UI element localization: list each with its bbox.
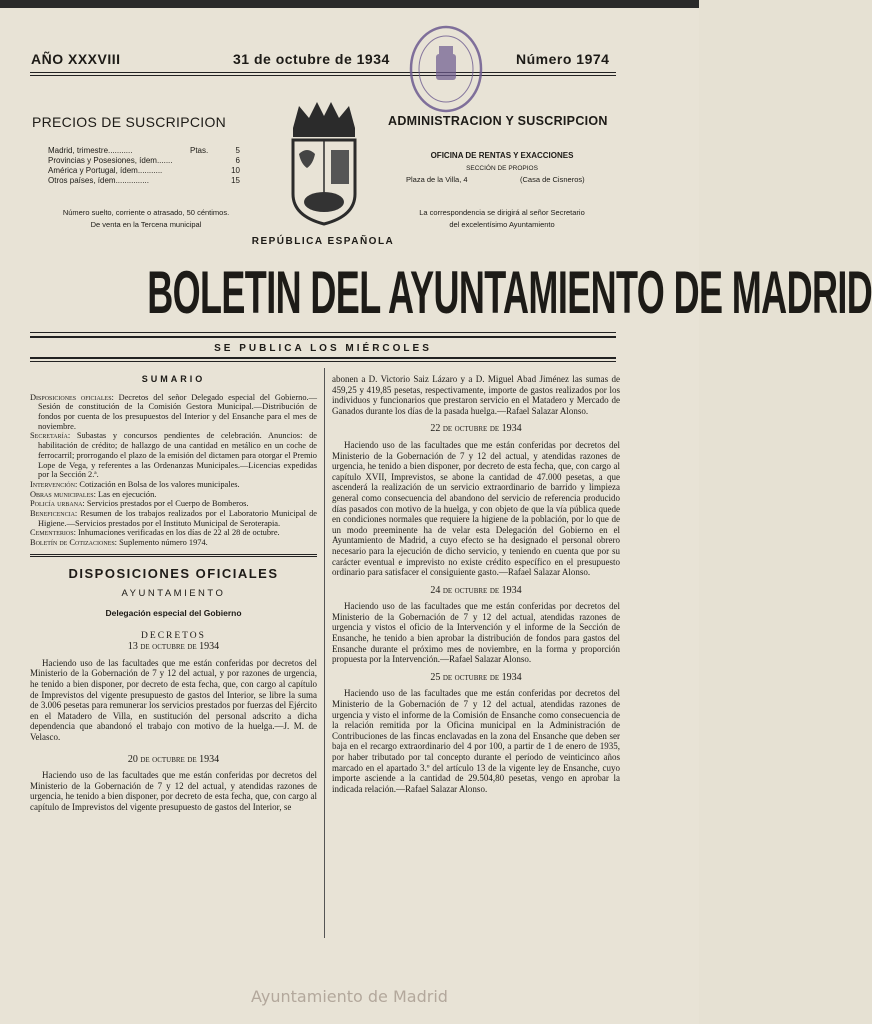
sumario-text: Subastas y concursos pendientes de celebración. Anuncios: de habilitación de crédito; de hallazgo de una cantidad en metálico en un coche de ferrocarril; prorrogando el plazo de la emisión del dictamen para otorgar el Premio Lope de Vega, y referentes a las Ordenanzas Municipales.—Licencias expedidas por la Sección 2.ª. — [38, 431, 317, 480]
price-row — [48, 176, 240, 186]
price-row — [48, 166, 240, 176]
price-row — [48, 156, 240, 166]
decree-date: 13 de octubre de 1934 — [127, 641, 220, 653]
municipal-stamp-icon — [408, 24, 484, 114]
sumario-item — [30, 538, 317, 548]
sumario-key: Secretaría: — [30, 431, 71, 441]
ayuntamiento-heading: AYUNTAMIENTO — [121, 588, 226, 600]
price-value: 5 — [235, 146, 240, 155]
section-title: DISPOSICIONES OFICIALES — [68, 565, 279, 581]
sumario-key: Policía urbana: — [30, 499, 85, 509]
sale-location-note: De venta en la Tercena municipal — [90, 220, 202, 229]
price-unit — [190, 176, 222, 186]
sumario-item — [30, 528, 317, 538]
price-label: Otros países, ídem............... — [48, 176, 149, 185]
decree-date: 25 de octubre de 1934 — [430, 671, 522, 683]
sumario-heading: SUMARIO — [141, 374, 206, 384]
sumario-text: Servicios prestados por el Cuerpo de Bomberos. — [86, 499, 249, 509]
decree-date: 22 de octubre de 1934 — [430, 423, 522, 435]
column-divider — [324, 368, 325, 938]
republic-label: REPÚBLICA ESPAÑOLA — [251, 236, 395, 247]
correspondence-note-2: del excelentísimo Ayuntamiento — [449, 220, 555, 229]
decree-date: 20 de octubre de 1934 — [127, 753, 220, 765]
year-label: AÑO XXXVIII — [31, 51, 121, 67]
section-rule — [30, 556, 317, 557]
publication-day: SE PUBLICA LOS MIÉRCOLES — [214, 343, 432, 354]
sumario-key: Boletín de Cotizaciones: — [30, 538, 118, 548]
sumario-text: Suplemento número 1974. — [119, 538, 208, 548]
office-address: Plaza de la Villa, 4 — [406, 175, 468, 184]
price-label: Madrid, trimestre........... — [48, 146, 133, 155]
newspaper-title: BOLETIN DEL AYUNTAMIENTO DE MADRID — [147, 259, 872, 326]
sumario-text: Inhumaciones verificadas en los días de 22 al 28 de octubre. — [78, 528, 280, 538]
price-label: Provincias y Posesiones, ídem....... — [48, 156, 173, 165]
sumario-text: Resumen de los trabajos realizados por el Laboratorio Municipal de Higiene.—Servicios prestados por el Instituto Municipal de Seroterapia. — [38, 509, 318, 528]
decree-paragraph: Haciendo uso de las facultades que me están conferidas por decretos del Ministerio de la Gobernación de 7 y 12 del actual, atendidas razones de urgencia y visto el informe de la Comisión de Ensanche como consecuencia de la relación remitida por la Oficina municipal en la Administración de Contribuciones de las fincas enclavadas en la zona del Ensanche que deben ser baja en el recargo extraordinario del 4 por 100, a partir de 1 de enero de 1935, por haber tributado por tal concepto durante el período de veinticinco años marcado en el apartado 3.º del artículo 13 de la vigente ley de Ensanche, cuyo importe asciende a la cantidad de 29.504,80 pesetas, vengo en aprobar la indicada relación.—Rafael Salazar Alonso. — [332, 688, 620, 794]
section-rule — [30, 554, 317, 555]
sumario-key: Beneficencia: — [30, 509, 78, 519]
price-unit — [190, 166, 222, 176]
decree-paragraph: Haciendo uso de las facultades que me están conferidas por decretos del Ministerio de la Gobernación de 7 y 12 del actual, atendidas razones de urgencia y vistos el oficio de la Intervención y el informe de la Sección de Ensanche, he tenido a bien aprobar la distribución de fondos para gastos del Ensanche durante el próximo mes de noviembre, en la forma y proporción propuesta por la Intervención.—Rafael Salazar Alonso. — [332, 601, 620, 665]
single-issue-note: Número suelto, corriente o atrasado, 50 céntimos. — [62, 208, 230, 217]
right-column — [332, 374, 620, 794]
price-value: 10 — [231, 166, 240, 175]
price-value: 15 — [231, 176, 240, 185]
price-unit: Ptas. — [190, 146, 209, 155]
decree-date: 24 de octubre de 1934 — [430, 584, 522, 596]
sumario-item — [30, 431, 317, 480]
masthead-rule-2 — [30, 75, 616, 76]
sumario-key: Obras municipales: — [30, 489, 96, 499]
sumario-text: Decretos del señor Delegado especial del Gobierno.—Sesión de constitución de la Comisión Gestora Municipal.—Distribución de fondos por cuenta de los presupuestos del Interior y del Ensanche para el mes de noviembre. — [38, 392, 318, 431]
decree-paragraph: Haciendo uso de las facultades que me están conferidas por decretos del Ministerio de la Gobernación de 7 y 12 del actual, y por razones de urgencia, he tenido a bien disponer, por decreto de esta fecha, que, con cargo al capítulo de Imprevistos del vigente presupuesto de gastos del Interior, se libre la suma de 3.006 pesetas para remunerar los servicios prestados por fuerzas del Ejército en el Matadero de Villa, en sustitución del personal adscrito a dicha dependencia que abandonó el trabajo con motivo de la huelga.—J. M. de Velasco. — [30, 657, 317, 742]
masthead-rule-1 — [30, 72, 616, 73]
correspondence-note: La correspondencia se dirigirá al señor Secretario — [419, 208, 585, 217]
issue-number: Número 1974 — [516, 51, 610, 67]
sumario-item — [30, 480, 317, 490]
decree-paragraph: Haciendo uso de las facultades que me están conferidas por decretos del Ministerio de la Gobernación de 7 y 12 del actual, y atendidas razones de urgencia, he tenido a bien disponer, por decreto de esta fecha, que, con cargo al capítulo XVII, Imprevistos, se abone la cantidad de 47.000 pesetas, a que ascenderá la realización de un servicio extraordinario de barrido y limpieza general como consecuencia del abandono del servicio de referencia producido días pasados con motivo de la huelga, y con objeto de que la vía pública quede en condiciones normales que requiere la higiene de la población, por lo que de un modo preeminente ha de velar esta Delegación del Gobierno en el Ayuntamiento de Madrid, a cuyo efecto se ha designado el personal obrero necesario para la ejecución de dicho servicio, y teniendo en cuenta que por su carácter eventual e imprevisto no existe crédito específico en el presupuesto ordinario para satisfacer el consiguiente gasto.—Rafael Salazar Alonso. — [332, 439, 620, 578]
price-row — [48, 146, 240, 156]
administration-title: ADMINISTRACION Y SUSCRIPCION — [388, 114, 608, 128]
sumario-key: Disposiciones oficiales: — [30, 392, 114, 402]
archive-watermark: Ayuntamiento de Madrid — [251, 987, 448, 1006]
title-rule-1 — [30, 332, 616, 333]
left-column — [30, 374, 317, 813]
decretos-heading: DECRETOS — [141, 630, 206, 641]
sumario-item — [30, 490, 317, 500]
sumario-key: Intervención: — [30, 479, 78, 489]
sumario-item — [30, 499, 317, 509]
price-value: 6 — [235, 156, 240, 165]
price-label: América y Portugal, ídem........... — [48, 166, 163, 175]
madrid-coat-of-arms-icon — [285, 98, 363, 234]
office-address-note: (Casa de Cisneros) — [520, 175, 585, 184]
sumario-item — [30, 393, 317, 432]
scan-top-border — [0, 0, 699, 8]
decree-paragraph: Haciendo uso de las facultades que me están conferidas por decretos del Ministerio de la Gobernación de 7 y 12 del actual, y atendidas razones de urgencia, he tenido a bien disponer, por decreto de esta fecha, que, con cargo al capítulo de Imprevistos del vigente presupuesto de gastos del Interior, se — [30, 770, 317, 812]
title-rule-2 — [30, 336, 616, 338]
office-section: SECCIÓN DE PROPIOS — [466, 165, 538, 172]
delegacion-heading: Delegación especial del Gobierno — [105, 608, 242, 619]
sumario-text: Cotización en Bolsa de los valores municipales. — [79, 479, 240, 489]
sumario-item — [30, 509, 317, 528]
sumario-key: Cementerios: — [30, 528, 76, 538]
subscription-title: PRECIOS DE SUSCRIPCION — [32, 114, 227, 130]
decree-paragraph: abonen a D. Victorio Saiz Lázaro y a D. Miguel Abad Jiménez las sumas de 459,25 y 419,85 pesetas, respectivamente, importe de gastos realizados por los individuos y funcionarios que prestaron servicio en el Matadero y Mercado de Ganados durante los días de la pasada huelga.—Rafael Salazar Alonso. — [332, 374, 620, 416]
office-name: OFICINA DE RENTAS Y EXACCIONES — [430, 151, 574, 160]
price-list — [48, 146, 240, 186]
title-rule-3 — [30, 357, 616, 359]
issue-date: 31 de octubre de 1934 — [233, 51, 390, 67]
price-unit — [190, 156, 222, 166]
title-rule-4 — [30, 361, 616, 362]
sumario-text: Las en ejecución. — [98, 489, 157, 499]
